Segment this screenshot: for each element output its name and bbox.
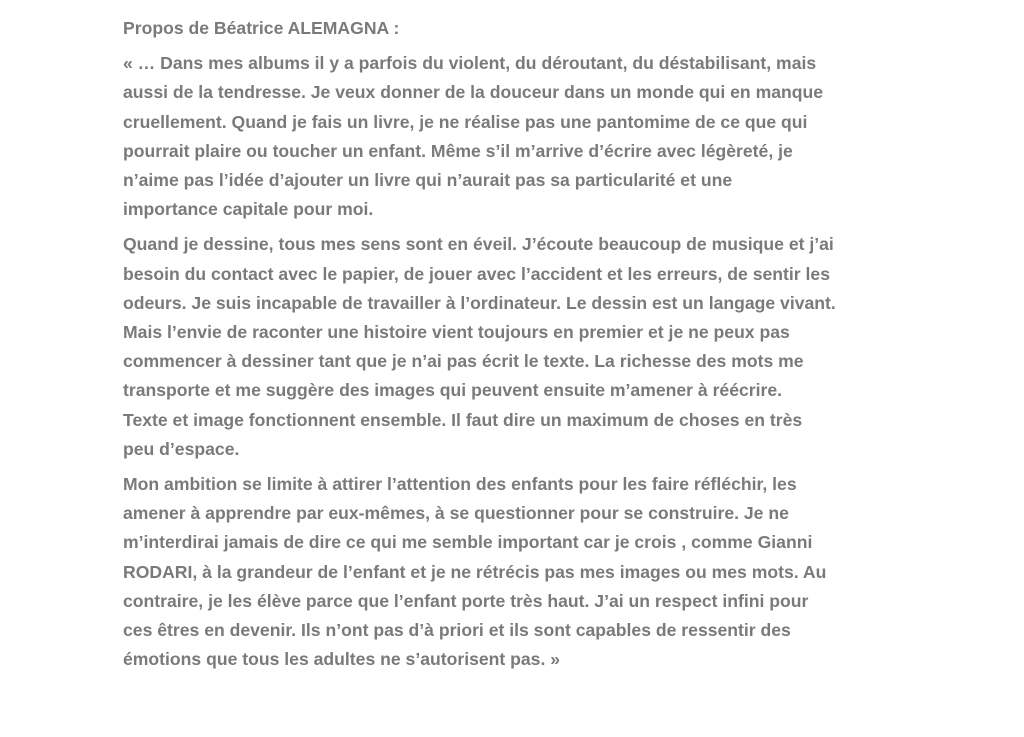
paragraph-line: pourrait plaire ou toucher un enfant. Même s’il m’arrive d’écrire avec légèreté, je <box>123 140 793 161</box>
paragraph-line: odeurs. Je suis incapable de travailler à l’ordinateur. Le dessin est un langage vivant. <box>123 292 836 313</box>
paragraph-line: peu d’espace. <box>123 438 240 459</box>
paragraph-line: cruellement. Quand je fais un livre, je ne réalise pas une pantomime de ce que qui <box>123 111 808 132</box>
paragraph-line: Quand je dessine, tous mes sens sont en éveil. J’écoute beaucoup de musique et j’ai <box>123 234 834 255</box>
paragraph-1 <box>123 49 923 224</box>
paragraph-line: transporte et me suggère des images qui peuvent ensuite m’amener à réécrire. <box>123 380 783 401</box>
document-heading: Propos de Béatrice ALEMAGNA : <box>123 18 400 38</box>
paragraph-line: Mais l’envie de raconter une histoire vient toujours en premier et je ne peux pas <box>123 322 790 343</box>
paragraph-line: aussi de la tendresse. Je veux donner de la douceur dans un monde qui en manque <box>123 82 824 103</box>
paragraph-line: « … Dans mes albums il y a parfois du violent, du déroutant, du déstabilisant, mais <box>123 53 817 74</box>
paragraph-line: amener à apprendre par eux-mêmes, à se questionner pour se construire. Je ne <box>123 503 789 524</box>
paragraph-3 <box>123 470 923 674</box>
paragraph-line: importance capitale pour moi. <box>123 199 374 220</box>
paragraph-line: besoin du contact avec le papier, de jouer avec l’accident et les erreurs, de sentir les <box>123 263 830 284</box>
paragraph-line: RODARI, à la grandeur de l’enfant et je ne rétrécis pas mes images ou mes mots. Au <box>123 561 827 582</box>
paragraph-2 <box>123 230 923 464</box>
paragraph-line: contraire, je les élève parce que l’enfant porte très haut. J’ai un respect infini pour <box>123 590 809 611</box>
paragraph-line: Mon ambition se limite à attirer l’attention des enfants pour les faire réfléchir, les <box>123 474 797 495</box>
paragraph-line: m’interdirai jamais de dire ce qui me semble important car je crois , comme Gianni <box>123 532 813 553</box>
paragraph-line: ces êtres en devenir. Ils n’ont pas d’à priori et ils sont capables de ressentir des <box>123 620 791 641</box>
paragraph-line: émotions que tous les adultes ne s’autorisent pas. » <box>123 649 561 670</box>
document-page <box>123 14 923 680</box>
paragraph-line: Texte et image fonctionnent ensemble. Il faut dire un maximum de choses en très <box>123 409 803 430</box>
paragraph-line: commencer à dessiner tant que je n’ai pas écrit le texte. La richesse des mots me <box>123 351 804 372</box>
paragraph-line: n’aime pas l’idée d’ajouter un livre qui n’aurait pas sa particularité et une <box>123 170 733 191</box>
